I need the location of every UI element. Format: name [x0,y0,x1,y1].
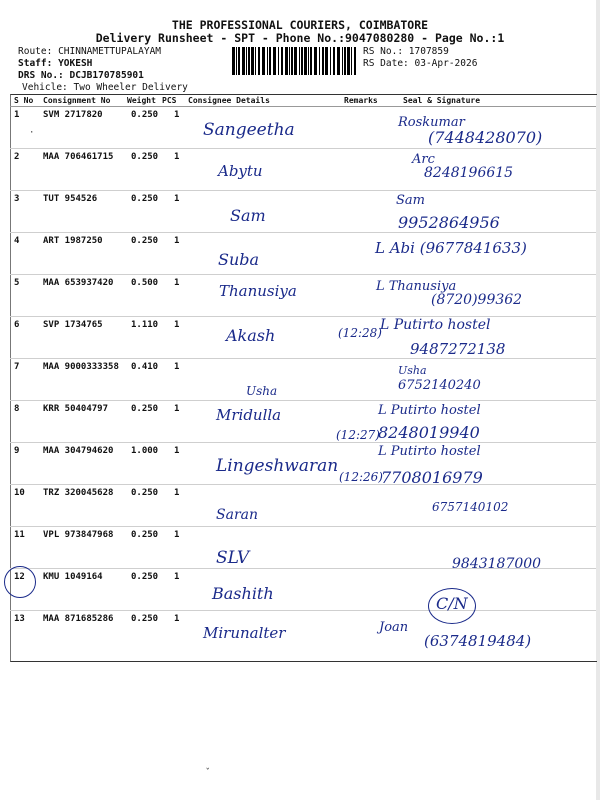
row-sno: 8 [14,404,20,414]
row-weight: 0.410 [131,362,159,372]
handwritten-signature: C/N [436,594,468,613]
barcode-bar [248,47,250,75]
row-pcs: 1 [174,446,180,456]
col-consignment: Consignment No [43,96,111,105]
barcode-bar [267,47,268,75]
row-consignment-no: MAA 871685286 [43,614,114,624]
row-weight: 0.250 [131,152,159,162]
row-weight: 0.250 [131,110,159,120]
handwritten-consignee-name: Usha [246,384,278,398]
row-consignment-no: ART 1987250 [43,236,103,246]
barcode-bar [273,47,276,75]
row-consignment-no: SVP 1734765 [43,320,103,330]
barcode-bar [337,47,340,75]
handwritten-time-note: (12:26) [339,470,383,484]
row-sno: 4 [14,236,20,246]
barcode-bar [242,47,245,75]
row-consignment-no: MAA 706461715 [43,152,114,162]
row-divider [10,484,596,485]
row-weight: 0.250 [131,404,159,414]
row-pcs: 1 [174,404,180,414]
row-consignment-no: MAA 304794620 [43,446,114,456]
barcode-bar [269,47,271,75]
barcode-bar [238,47,240,75]
barcode-bar [354,47,356,75]
route-label: Route: [18,46,53,57]
handwritten-consignee-name: Saran [216,507,258,523]
handwritten-signature: L Thanusiya [376,279,457,294]
barcode-bar [308,47,309,75]
row-consignment-no: MAA 9000333358 [43,362,119,372]
row-weight: 0.250 [131,194,159,204]
barcode-bar [255,47,256,75]
row-divider [10,526,596,527]
barcode-bar [262,47,265,75]
row-divider [10,442,596,443]
row-pcs: 1 [174,614,180,624]
handwritten-signature: Sam [396,193,425,208]
barcode-bar [347,47,350,75]
row-sno: 6 [14,320,20,330]
rs-date-line [363,58,477,69]
row-weight: 0.250 [131,614,159,624]
handwritten-signature: L Abi (9677841633) [375,239,527,257]
row-consignment-no: KRR 50404797 [43,404,109,414]
rs-no-value: 1707859 [408,46,449,57]
row-sno: 5 [14,278,20,288]
barcode-bar [294,47,297,75]
vehicle-line [22,82,188,93]
row-consignment-no: TUT 954526 [43,194,98,204]
handwritten-phone: 9952864956 [398,213,500,232]
rs-no-label: RS No.: [363,46,404,57]
document-title: THE PROFESSIONAL COURIERS, COIMBATORE [171,18,429,32]
barcode-bar [258,47,260,75]
handwritten-consignee-name: Mirunalter [203,624,286,642]
handwritten-time-note: (12:27) [336,428,380,442]
handwritten-consignee-name: Bashith [212,584,274,603]
barcode-bar [301,47,303,75]
drs-value: DCJB170785901 [69,70,144,81]
handwritten-phone: 8248196615 [424,165,514,181]
row-sno: 9 [14,446,20,456]
handwritten-signature: L Putirto hostel [378,444,481,459]
row-weight: 0.500 [131,278,159,288]
handwritten-phone: (6374819484) [424,632,532,650]
barcode-bar [310,47,312,75]
barcode-bar [344,47,346,75]
row-divider [10,274,596,275]
col-pcs: PCS [162,96,177,105]
row-consignment-no: MAA 653937420 [43,278,114,288]
handwritten-consignee-name: Thanusiya [219,282,297,300]
handwritten-signature: 6757140102 [432,500,509,514]
header-divider [10,106,596,107]
row-divider [10,610,596,611]
rs-date-label: RS Date: [363,58,409,69]
row-divider [10,400,596,401]
barcode-bar [319,47,320,75]
row-consignment-no: VPL 973847968 [43,530,114,540]
col-consignee: Consignee Details [188,96,270,105]
row-weight: 0.250 [131,236,159,246]
barcode-bar [251,47,254,75]
handwritten-signature: L Putirto hostel [380,317,491,333]
barcode-bar [246,47,247,75]
row-pcs: 1 [174,572,180,582]
row-pcs: 1 [174,362,180,372]
hand-circle-mark [4,566,36,598]
barcode-bar [314,47,317,75]
barcode-bar [342,47,343,75]
handwritten-phone: (7448428070) [428,128,543,147]
row-weight: 0.250 [131,530,159,540]
barcode-bar [304,47,307,75]
barcode-bar [330,47,331,75]
row-divider [10,232,596,233]
row-divider [10,358,596,359]
table-row [0,572,600,614]
row-sno: 1 [14,110,20,120]
rs-date-value: 03-Apr-2026 [414,58,478,69]
row-pcs: 1 [174,152,180,162]
barcode-bar [289,47,290,75]
row-sno: 13 [14,614,25,624]
row-pcs: 1 [174,110,180,120]
hand-circle-mark [428,588,476,624]
handwritten-phone: 7708016979 [381,468,483,487]
row-pcs: 1 [174,278,180,288]
handwritten-phone: 9843187000 [452,556,542,572]
document-subtitle: Delivery Runsheet - SPT - Phone No.:9047080280 - Page No.:1 [95,31,505,45]
row-weight: 1.000 [131,446,159,456]
handwritten-signature: Usha [398,364,427,377]
table-row [0,320,600,362]
handwritten-phone: (8720)99362 [431,292,523,308]
handwritten-consignee-name: Suba [218,250,260,269]
barcode [232,47,358,75]
barcode-bar [299,47,300,75]
row-pcs: 1 [174,320,180,330]
barcode-bar [333,47,335,75]
barcode-bar [285,47,288,75]
handwritten-consignee-name: Lingeshwaran [216,456,339,476]
table-row [0,194,600,236]
staff-line [18,58,92,69]
barcode-bar [232,47,235,75]
row-sno: 12 [14,572,25,582]
row-divider [10,190,596,191]
row-weight: 0.250 [131,572,159,582]
table-row [0,488,600,530]
handwritten-signature: L Putirto hostel [378,403,481,418]
handwritten-consignee-name: Abytu [218,162,263,180]
handwritten-signature: Arc [412,152,435,167]
vehicle-label: Vehicle: [22,82,68,93]
row-sno: 10 [14,488,25,498]
row-consignment-no: TRZ 320045628 [43,488,114,498]
barcode-bar [278,47,279,75]
table-row [0,404,600,446]
row-consignment-no: SVM 2717820 [43,110,103,120]
row-pcs: 1 [174,488,180,498]
row-sno: 3 [14,194,20,204]
row-sno: 7 [14,362,20,372]
row-pcs: 1 [174,530,180,540]
col-remarks: Remarks [344,96,378,105]
route-value: CHINNAMETTUPALAYAM [58,46,162,57]
barcode-bar [322,47,324,75]
staff-label: Staff: [18,58,53,69]
drs-label: DRS No.: [18,70,64,81]
handwritten-phone: 6752140240 [398,378,481,393]
stray-mark: ˇ [205,768,211,778]
barcode-bar [281,47,283,75]
row-pcs: 1 [174,236,180,246]
row-pcs: 1 [174,194,180,204]
drs-line [18,70,144,81]
handwritten-time-note: (12:28) [338,326,382,340]
barcode-bar [325,47,328,75]
barcode-bar [236,47,237,75]
row-sno: 2 [14,152,20,162]
row-sno: 11 [14,530,25,540]
rs-no-line [363,46,449,57]
col-sno: S No [14,96,34,105]
row-divider [10,316,596,317]
col-seal: Seal & Signature [403,96,481,105]
row-consignment-no: KMU 1049164 [43,572,103,582]
handwritten-phone: 9487272138 [410,340,506,358]
handwritten-signature: Roskumar [398,115,465,130]
barcode-bar [351,47,352,75]
row-divider [10,148,596,149]
staff-value: YOKESH [58,58,93,69]
handwritten-consignee-name: Sangeetha [203,120,295,140]
handwritten-signature: Joan [379,620,409,635]
row-weight: 0.250 [131,488,159,498]
stray-mark: · [29,128,35,138]
handwritten-consignee-name: Sam [230,206,266,225]
handwritten-phone: 8248019940 [378,423,480,442]
handwritten-consignee-name: SLV [216,548,250,568]
route-line [18,46,161,57]
row-weight: 1.110 [131,320,159,330]
handwritten-consignee-name: Mridulla [216,406,282,424]
barcode-bar [291,47,293,75]
table-row [0,362,600,404]
vehicle-value: Two Wheeler Delivery [73,82,188,93]
handwritten-consignee-name: Akash [226,326,276,345]
col-weight: Weight [127,96,156,105]
